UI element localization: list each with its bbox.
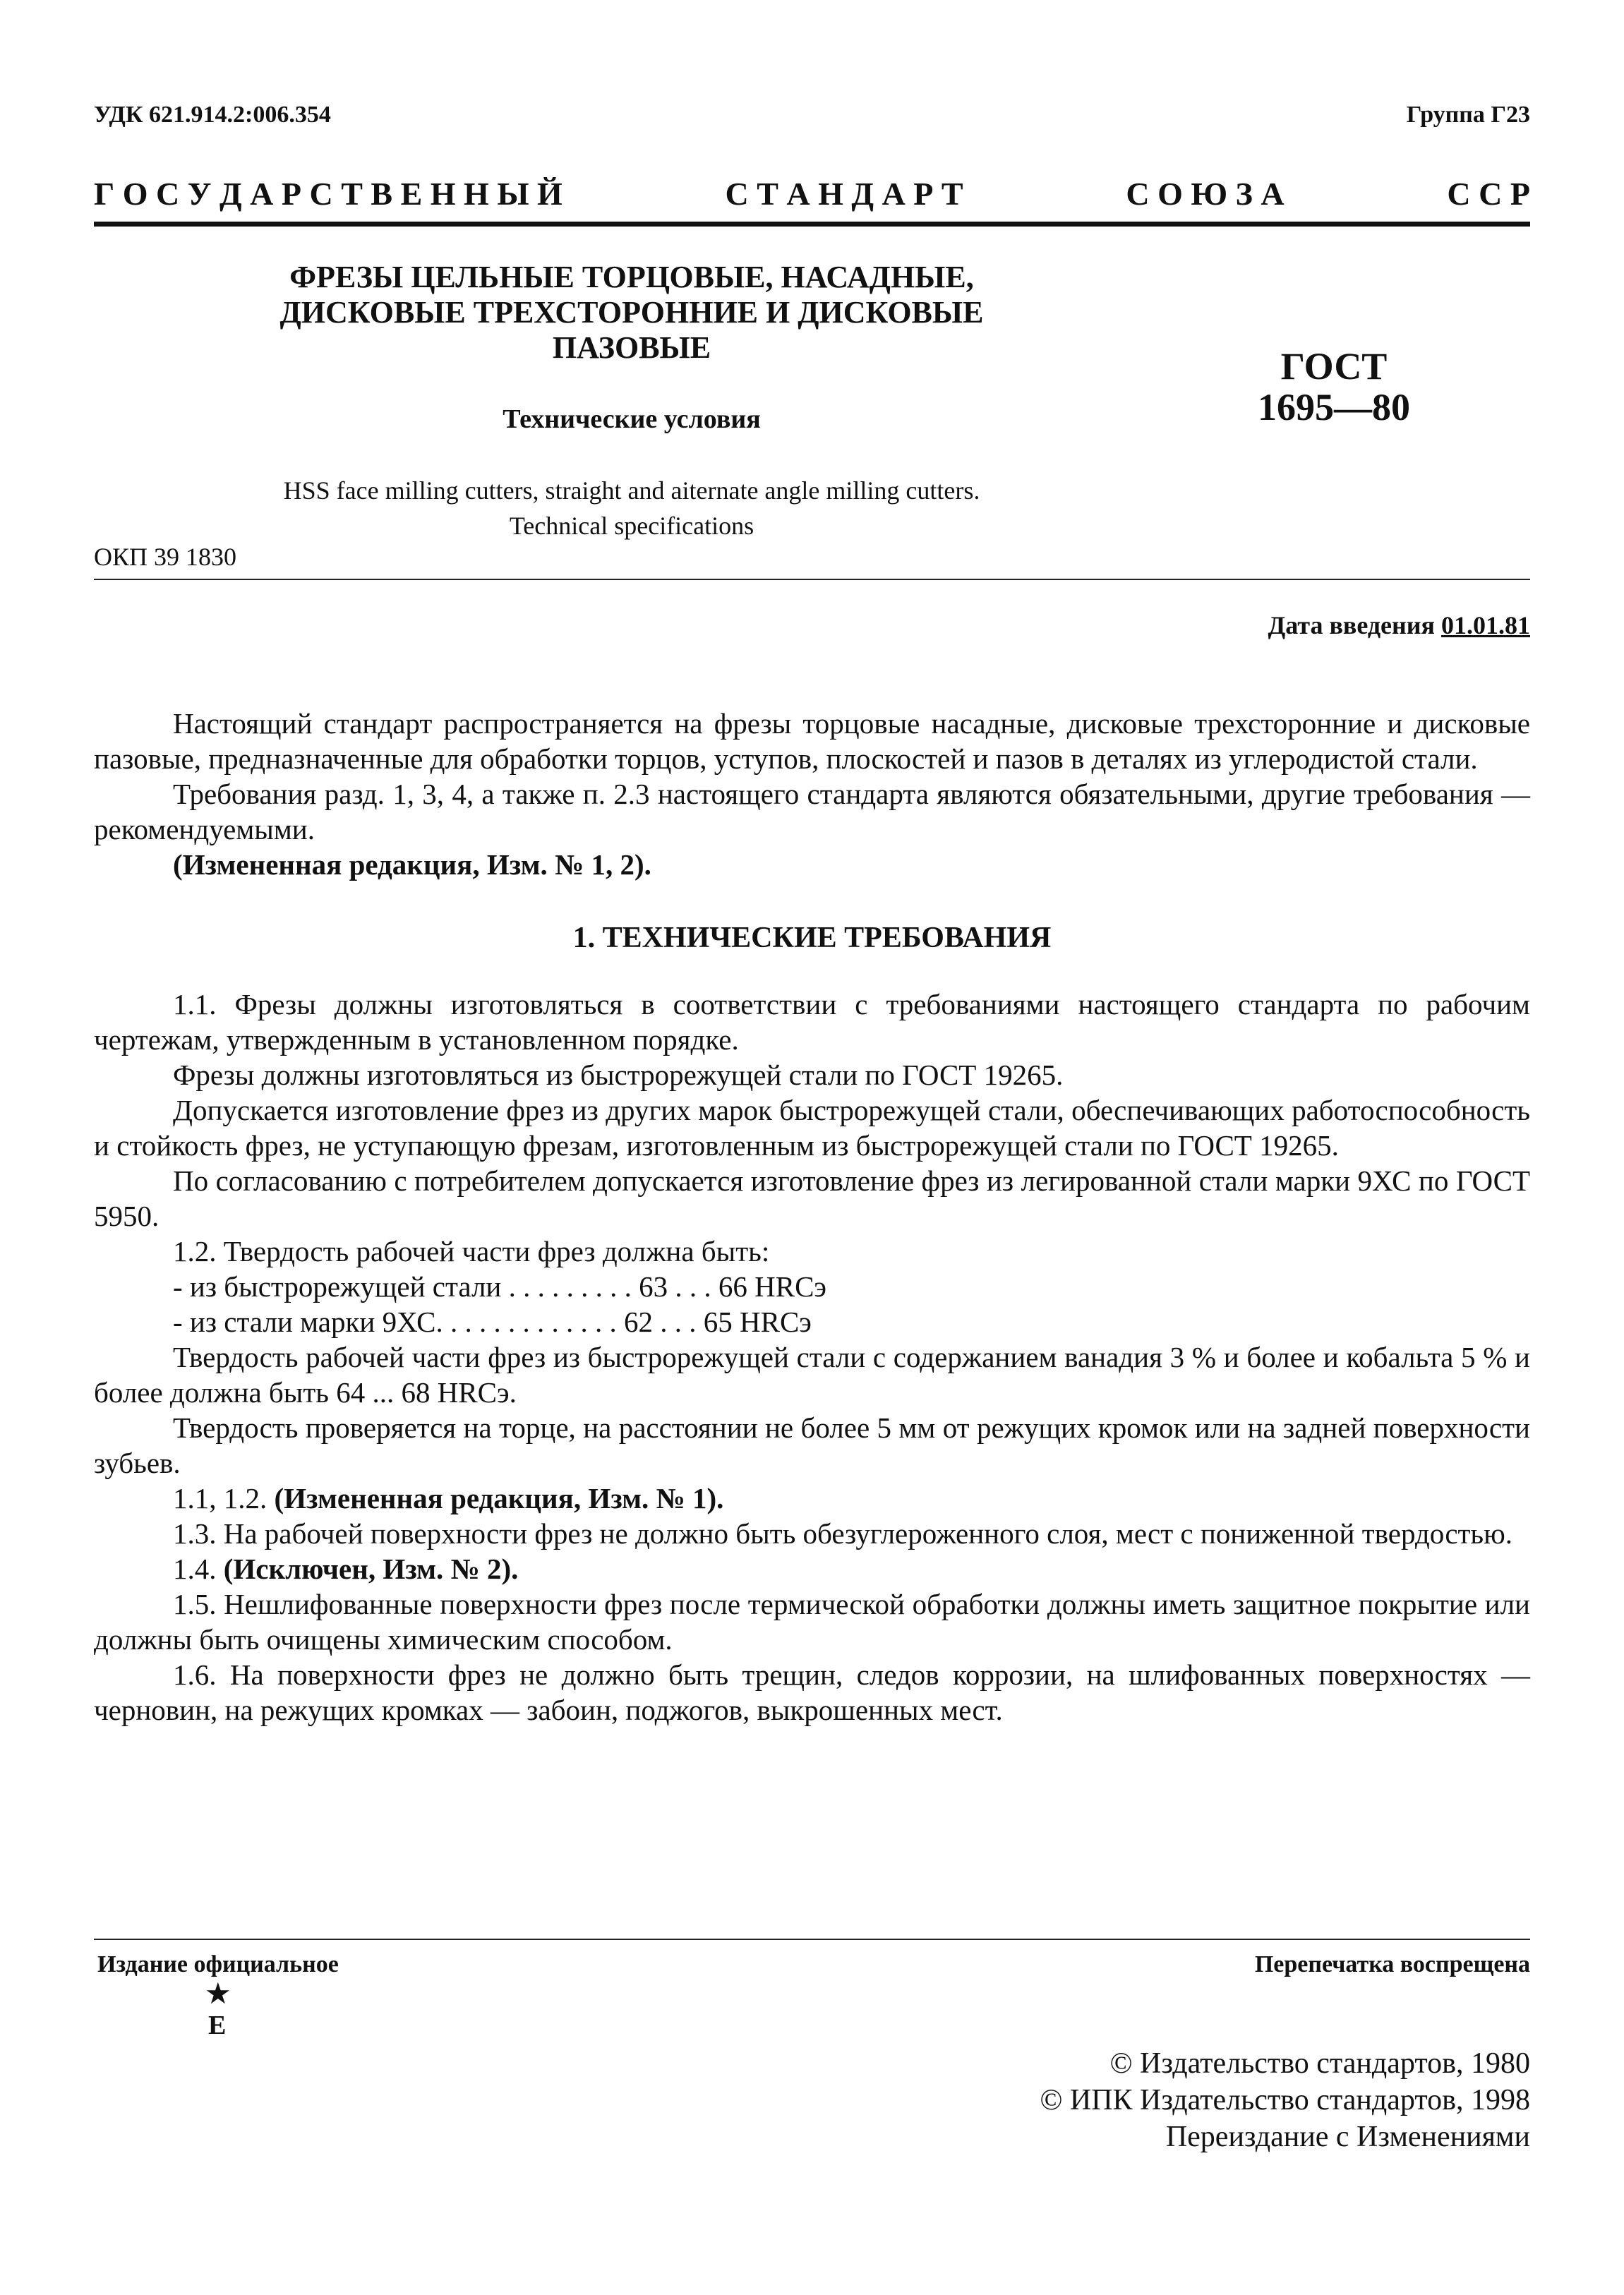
- paragraph: 1.1. Фрезы должны изготовляться в соответствии с требованиями настоящего стандарта по рабочим чертежам, утвержденным в установленном порядке.: [94, 988, 1530, 1056]
- document-body: [94, 706, 1530, 1728]
- okp-code: ОКП 39 1830: [94, 543, 237, 571]
- english-title-line: Technical specifications: [509, 512, 754, 540]
- footer-rule: [94, 1939, 1530, 1940]
- document-title: [212, 260, 1052, 366]
- introduction-date-label: Дата введения: [1268, 611, 1435, 639]
- title-line: ФРЕЗЫ ЦЕЛЬНЫЕ ТОРЦОВЫЕ, НАСАДНЫЕ,: [289, 260, 974, 294]
- paragraph: 1.3. На рабочей поверхности фрез не должно быть обезуглероженного слоя, мест с пониженной твердостью.: [173, 1517, 1513, 1550]
- paragraph: Допускается изготовление фрез из других марок быстрорежущей стали, обеспечивающих работоспособность и стойкость фрез, не уступающую фрезам, изготовленным из быстрорежущей стали по ГОСТ 19265.: [94, 1094, 1530, 1162]
- clause-number: 1.4.: [173, 1553, 217, 1585]
- paragraph: 1.6. На поверхности фрез не должно быть трещин, следов коррозии, на шлифованных поверхностях — черновин, на режущих кромках — забоин, поджогов, выкрошенных мест.: [94, 1658, 1530, 1726]
- amendment-paragraph: [94, 1481, 1530, 1516]
- paragraph: Твердость рабочей части фрез из быстрорежущей стали с содержанием ванадия 3 % и более и кобальта 5 % и более должна быть 64 ... 68 HRCэ.: [94, 1341, 1530, 1409]
- section-heading: 1. ТЕХНИЧЕСКИЕ ТРЕБОВАНИЯ: [572, 922, 1052, 954]
- group-code: Группа Г23: [1406, 102, 1530, 128]
- edition-mark: Е: [208, 2011, 227, 2040]
- heading-word: С Т А Н Д А Р Т: [725, 176, 963, 212]
- english-title-line: HSS face milling cutters, straight and aiternate angle milling cutters.: [283, 476, 980, 505]
- hardness-line: - из стали марки 9ХС. . . . . . . . . . . . . 62 . . . 65 HRCэ: [173, 1306, 812, 1338]
- title-line: ПАЗОВЫЕ: [552, 330, 711, 365]
- copyright-line: © Издательство стандартов, 1980: [1109, 2047, 1530, 2080]
- gost-designation: [1256, 346, 1412, 428]
- paragraph: 1.2. Твердость рабочей части фрез должна быть:: [173, 1235, 770, 1267]
- heading-word: С С Р: [1447, 176, 1530, 212]
- amendment-note: (Исключен, Изм. № 2).: [223, 1553, 519, 1585]
- official-edition-label: Издание официальное: [97, 1951, 339, 1977]
- heading-word: С О Ю З А: [1126, 176, 1285, 212]
- introduction-date-value: 01.01.81: [1441, 611, 1530, 639]
- paragraph: Фрезы должны изготовляться из быстрорежущей стали по ГОСТ 19265.: [173, 1059, 1064, 1091]
- hardness-line: - из быстрорежущей стали . . . . . . . . . 63 . . . 66 HRCэ: [173, 1270, 827, 1303]
- copyright-line: © ИПК Издательство стандартов, 1998: [1040, 2084, 1530, 2116]
- gost-label: ГОСТ: [1280, 345, 1388, 387]
- copyright-block: [1040, 2045, 1530, 2155]
- paragraph: По согласованию с потребителем допускается изготовление фрез из легированной стали марки 9ХС по ГОСТ 5950.: [94, 1164, 1530, 1232]
- udk-code: УДК 621.914.2:006.354: [94, 102, 331, 128]
- paragraph: Твердость проверяется на торце, на расстоянии не более 5 мм от режущих кромок или на задней поверхности зубьев.: [94, 1411, 1530, 1479]
- reprint-prohibited-label: Перепечатка воспрещена: [1254, 1951, 1530, 1977]
- paragraph: 1.5. Нешлифованные поверхности фрез после термической обработки должны иметь защитное покрытие или должны быть очищены химическим способом.: [94, 1588, 1530, 1656]
- heading-word: Г О С У Д А Р С Т В Е Н Н Ы Й: [94, 176, 563, 212]
- introduction-date: [1268, 610, 1531, 640]
- title-line: ДИСКОВЫЕ ТРЕХСТОРОННИЕ И ДИСКОВЫЕ: [279, 295, 984, 330]
- okp-rule: [94, 579, 1530, 580]
- amendment-note: (Измененная редакция, Изм. № 1, 2).: [173, 848, 651, 881]
- paragraph: Настоящий стандарт распространяется на фрезы торцовые насадные, дисковые трехсторонние и дисковые пазовые, предназначенные для обработки торцов, уступов, плоскостей и пазов в деталях из углеродистой стали.: [94, 707, 1530, 775]
- copyright-line: Переиздание с Изменениями: [1165, 2121, 1530, 2153]
- amendment-note: (Измененная редакция, Изм. № 1).: [274, 1482, 724, 1514]
- state-standard-heading: [94, 175, 1530, 212]
- clause-number: 1.1, 1.2.: [173, 1482, 267, 1514]
- gost-number: 1695—80: [1258, 386, 1410, 428]
- document-subtitle: Технические условия: [503, 404, 761, 434]
- paragraph: Требования разд. 1, 3, 4, а также п. 2.3 настоящего стандарта являются обязательными, другие требования — рекомендуемыми.: [94, 778, 1530, 845]
- star-icon: ★: [205, 1978, 231, 2011]
- amendment-paragraph: [94, 1551, 1530, 1586]
- heading-rule: [94, 222, 1530, 227]
- english-title: [162, 473, 1101, 543]
